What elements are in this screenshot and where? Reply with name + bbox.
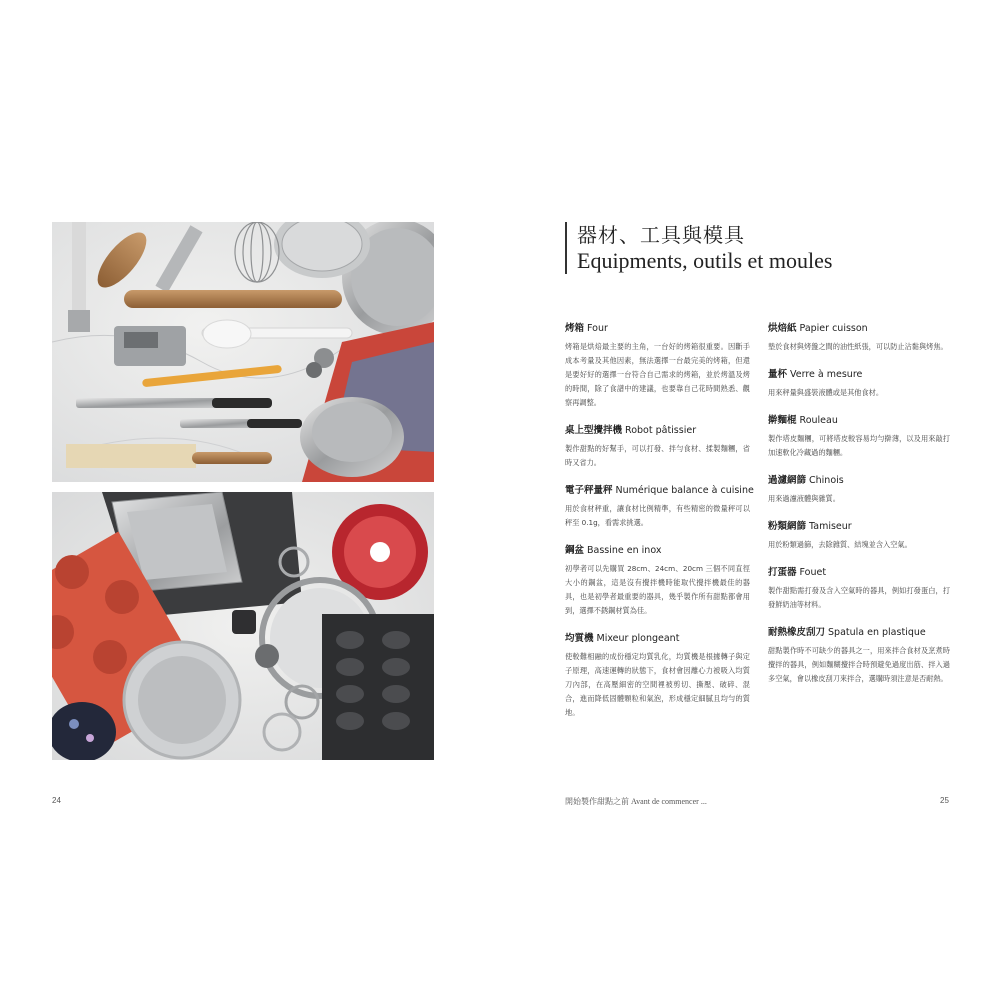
entry-heading-zh: 擀麵棍 [768,415,797,426]
entry-heading-fr: Tamiseur [809,521,852,532]
entry-body: 製作塔皮麵糰，可將塔皮較容易均勻擀薄，以及用來敲打加速軟化冷藏過的麵糰。 [768,434,950,457]
entry-heading-fr: Numérique balance à cuisine [615,485,754,496]
entry-body: 甜點製作時不可缺少的器具之一，用來拌合食材及烹煮時攪拌的器具，例如麵糊攪拌合時預避免過度出筋、拌入過多空氣，會以橡皮刮刀來拌合，選購時須注意是否耐熱。 [768,646,950,683]
text-column-left [565,322,754,734]
entry-heading-fr: Verre à mesure [790,369,863,380]
entry-heading-zh: 耐熱橡皮刮刀 [768,627,826,638]
entry-heading-fr: Chinois [809,475,844,486]
entry-heading-fr: Robot pâtissier [625,425,697,436]
entry-mixeur [565,632,750,720]
entry-heading-fr: Four [587,323,608,334]
entry-heading-fr: Rouleau [799,415,838,426]
entry-body: 製作甜點需打發及含入空氣時的器具，例如打發蛋白，打發鮮奶油等材料。 [768,586,950,609]
entry-body: 製作甜點的好幫手，可以打發、拌勻食材、揉製麵糰，省時又省力。 [565,444,750,467]
entry-body: 使較難相融的成份穩定均質乳化，均質機是根據轉子與定子原理，高速運轉的狀態下，食材會因離心力被吸入均質刀內部，在高壓細密的空間裡被剪切、撕壓、破碎、混合，進而降低固體顆粒和氣泡，形成穩定細膩且均勻的質地。 [565,652,750,717]
title-french: Equipments, outils et moules [577,248,833,273]
entry-chinois [768,474,950,506]
entry-body: 用來秤量與盛裝液體或是其他食材。 [768,388,884,397]
entry-heading [768,322,950,336]
entry-heading-zh: 烤箱 [565,323,585,334]
entry-heading [565,632,750,646]
entry-heading [768,566,950,580]
entry-heading-fr: Fouet [799,567,827,578]
entry-heading-zh: 量杯 [768,369,788,380]
tools-photo [52,222,434,482]
entry-body: 用來過濾液體與雜質。 [768,494,840,503]
entry-heading [565,484,754,498]
entry-papier-cuisson [768,322,950,354]
entry-four [565,322,750,410]
entry-heading [565,322,750,336]
entry-heading [768,414,950,428]
entry-body: 初學者可以先購買 28cm、24cm、20cm 三個不同直徑大小的鋼盆，這是沒有攪拌機時能取代攪拌機最佳的器具，也是初學者最重要的器具，幾乎製作所有甜點都會用到，選擇不銹鋼材質為佳。 [565,564,750,615]
entry-body: 用於食材秤重，讓食材比例精準，有些精密的微量秤可以秤至 0.1g，看需求挑選。 [565,504,750,527]
entry-heading-zh: 打蛋器 [768,567,797,578]
entry-heading [565,544,750,558]
entry-heading [565,424,750,438]
entry-verre-mesure [768,368,950,400]
text-column-right [768,322,950,700]
page-number-left: 24 [52,796,61,805]
moulds-photo [52,492,434,760]
section-title [565,222,832,274]
page-number-right: 25 [940,796,949,805]
entry-heading-zh: 電子秤量秤 [565,485,613,496]
entry-heading-fr: Papier cuisson [799,323,868,334]
entry-heading-fr: Spatula en plastique [828,627,926,638]
entry-bassine [565,544,750,618]
entry-heading-zh: 均質機 [565,633,594,644]
entry-heading [768,474,950,488]
entry-heading [768,520,950,534]
running-head: 開始製作甜點之前 Avant de commencer ... [565,797,707,806]
entry-heading [768,368,950,382]
entry-heading-zh: 粉類網篩 [768,521,807,532]
entry-rouleau [768,414,950,460]
entry-body: 用於粉類過篩，去除雜質、結塊並含入空氣。 [768,540,912,549]
entry-heading-zh: 烘焙紙 [768,323,797,334]
entry-heading-zh: 過濾網篩 [768,475,807,486]
entry-body: 烤箱是烘焙最主要的主角，一台好的烤箱很重要。因斷手成本考量及其他因素，無法選擇一台最完美的烤箱，但還是要好好的選擇一台符合自己需求的烤箱，並於烤溫及烤的時間，除了食譜中的建議，也要靠自己花時間熟悉、觀察再調整。 [565,342,750,407]
entry-heading-fr: Mixeur plongeant [596,633,680,644]
entry-heading-zh: 桌上型攪拌機 [565,425,623,436]
entry-body: 墊於食材與烤盤之間的油性紙張，可以防止沾黏與烤焦。 [768,342,948,351]
entry-heading-zh: 鋼盆 [565,545,585,556]
entry-balance [565,484,754,530]
entry-spatula [768,626,950,686]
title-chinese: 器材、工具與模具 [577,223,745,247]
entry-robot-patissier [565,424,750,470]
entry-fouet [768,566,950,612]
entry-heading-fr: Bassine en inox [587,545,662,556]
entry-tamiseur [768,520,950,552]
entry-heading [768,626,950,640]
